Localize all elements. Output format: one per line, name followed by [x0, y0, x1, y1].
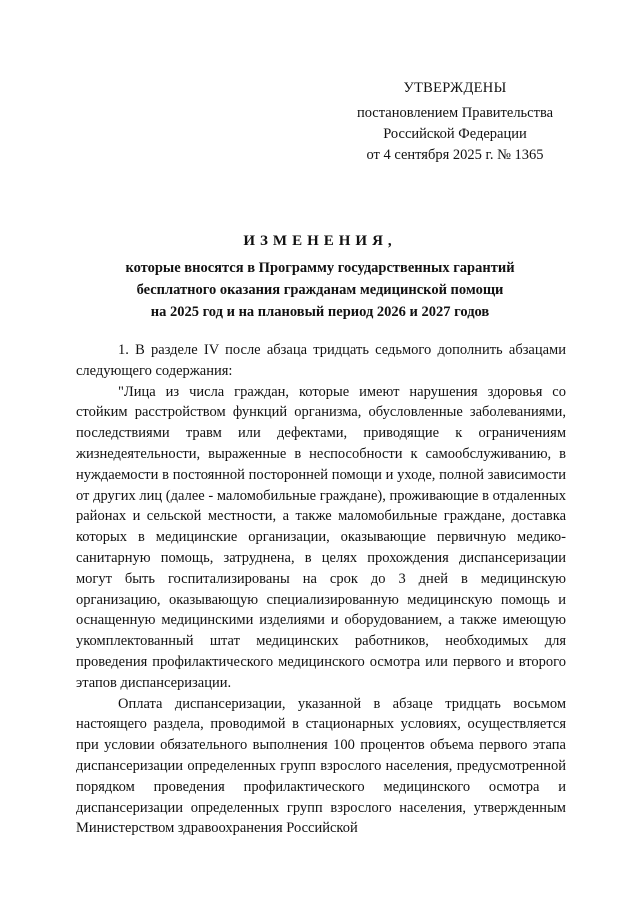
approval-line-decree: постановлением Правительства — [356, 105, 554, 121]
paragraph-2: "Лица из числа граждан, которые имеют нарушения здоровья со стойким расстройством функций организма, обусловленные заболеваниями, последствиями травм или дефектами, приводящие к ограничениям жизнедеятельности, выраженные в неспособности к самообслуживанию, в нуждаемости в постоянной посторонней помощи и уходе, полной зависимости от других лиц (далее - маломобильные граждане), проживающие в отдаленных районах и сельской местности, а также маломобильные граждане, доставка которых в медицинские организации, оказывающие первичную медико-санитарную помощь, затруднена, в целях прохождения диспансеризации могут быть госпитализированы на срок до 3 дней в медицинскую организацию, оказывающую специализированную медицинскую помощь и оснащенную медицинскими изделиями и оборудованием, а также имеющую укомплектованный штат медицинских работников, необходимых для проведения профилактического медицинского осмотра или первого и второго этапов диспансеризации. — [76, 383, 566, 691]
approval-line-date: от 4 сентября 2025 г. № 1365 — [366, 147, 544, 163]
paragraph-3: Оплата диспансеризации, указанной в абзаце тридцать восьмом настоящего раздела, проводимой в стационарных условиях, осуществляется при условии обязательного выполнения 100 процентов объема первого этапа диспансеризации определенных групп взрослого населения, предусмотренной порядком проведения профилактического медицинского осмотра и диспансеризации определенных групп взрослого населения, утвержденным Министерством здравоохранения Российской — [76, 695, 566, 837]
approval-line-country: Российской Федерации — [383, 126, 527, 142]
approval-stamp — [340, 78, 570, 166]
document-heading: ИЗМЕНЕНИЯ, — [243, 233, 397, 249]
document-title — [60, 230, 580, 322]
approval-title: УТВЕРЖДЕНЫ — [403, 80, 507, 96]
title-line-2: бесплатного оказания гражданам медицинской помощи — [136, 282, 504, 298]
title-line-3: на 2025 год и на плановый период 2026 и 2027 годов — [150, 304, 490, 320]
document-body — [76, 340, 566, 839]
paragraph-1: 1. В разделе IV после абзаца тридцать седьмого дополнить абзацами следующего содержания: — [76, 342, 566, 379]
title-line-1: которые вносятся в Программу государственных гарантий — [125, 260, 515, 276]
